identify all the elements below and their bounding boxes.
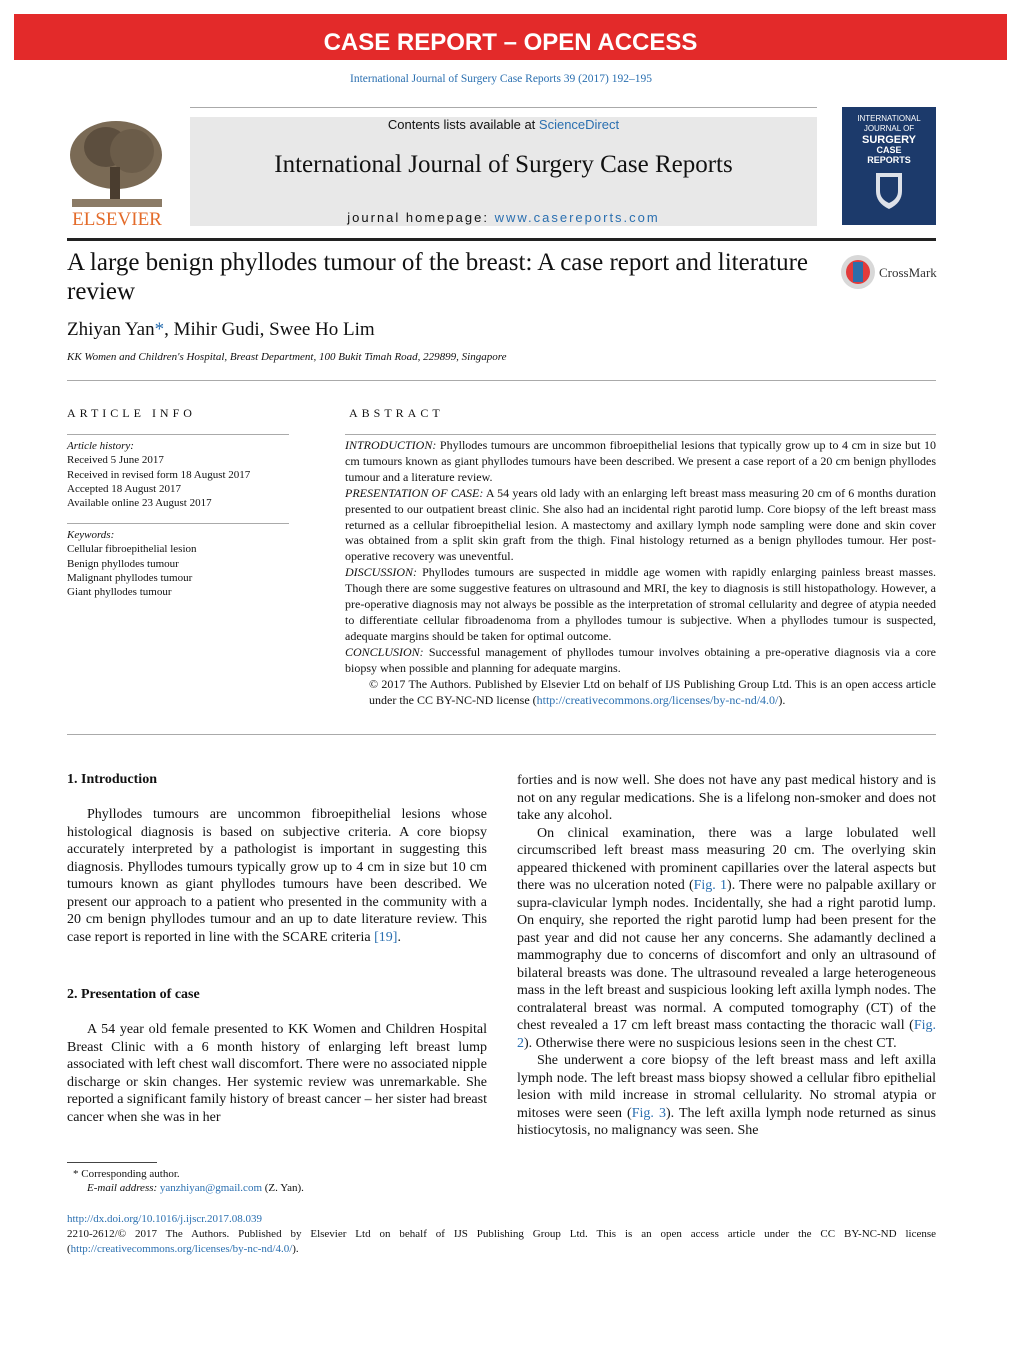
- abstract-text: A 54 years old lady with an enlarging left breast mass measuring 20 cm of 6 months duration presented to our outpatient breast clinic. She also had an incidental right parotid lump. Core biopsy of the left breast mass returned as a cellular fibroepithelial lesion. A mastectomy and axillary lymph node sampling were done and skin cover was obtained from a split skin graft from the thigh. Final histology returned as a benign phyllodes tumour. Her post-operative recovery was uneventful.: [345, 485, 936, 564]
- email-link[interactable]: yanzhiyan@gmail.com: [159, 1182, 262, 1194]
- contents-line: [190, 117, 817, 132]
- abstract-label: CONCLUSION:: [345, 644, 424, 659]
- crossmark-icon: [840, 254, 940, 292]
- article-title: A large benign phyllodes tumour of the breast: A case report and literature review: [67, 249, 808, 305]
- abstract-body: [345, 438, 936, 708]
- history-item: Available online 23 August 2017: [67, 497, 212, 510]
- history-item: Accepted 18 August 2017: [67, 482, 181, 495]
- paragraph-end: .: [397, 929, 401, 945]
- cover-line-2: JOURNAL OF: [863, 124, 915, 133]
- keyword: Giant phyllodes tumour: [67, 586, 172, 599]
- abstract-presentation: [345, 486, 936, 566]
- paragraph: A 54 year old female presented to KK Women and Children Hospital Breast Clinic with a 6 month history of enlarging left breast lump associated with left chest wall discomfort. There were no associated nipple discharge or skin changes. Her systemic review was unremarkable. She reported a significant family history of breast cancer – her sister had breast cancer when she was in her: [67, 1022, 487, 1125]
- contents-prefix: Contents lists available at: [387, 117, 539, 132]
- crossmark-label: CrossMark: [879, 265, 937, 280]
- crossmark-badge[interactable]: [840, 254, 940, 292]
- publisher-wordmark: ELSEVIER: [72, 209, 162, 229]
- paragraph-text: ). Otherwise there were no suspicious lesions seen in the chest CT.: [524, 1035, 897, 1051]
- presentation-text: [67, 1021, 487, 1126]
- figure-1-link[interactable]: Fig. 1: [693, 878, 728, 893]
- introduction-text: [67, 806, 487, 946]
- coauthor-names: , Mihir Gudi, Swee Ho Lim: [164, 319, 375, 340]
- article-info-heading: ARTICLE INFO: [67, 406, 196, 420]
- journal-homepage: [190, 210, 817, 225]
- cover-line-1: INTERNATIONAL: [857, 114, 921, 123]
- keywords-label: Keywords:: [67, 529, 115, 541]
- info-rule: [67, 434, 289, 435]
- footnote-rule: [67, 1162, 157, 1163]
- paragraph: forties and is now well. She does not have any past medical history and is not on any regular medications. She is a lifelong non-smoker and does not take any alcohol.: [517, 773, 936, 823]
- abstract-rule: [345, 434, 936, 435]
- presentation-text-continued: [517, 772, 936, 1140]
- sciencedirect-link[interactable]: ScienceDirect: [538, 117, 620, 132]
- footnote-mark: *: [73, 1168, 79, 1180]
- abstract-copyright: [345, 677, 936, 709]
- email-suffix: (Z. Yan).: [262, 1182, 304, 1194]
- email-label: E-mail address:: [87, 1182, 158, 1194]
- homepage-prefix: journal homepage:: [347, 210, 495, 225]
- cover-line-4: CASE: [876, 145, 902, 155]
- paragraph-text: On clinical examination, there was a large lobulated well circumscribed left breast mass measuring 20 cm. The overlying skin appeared thickened with prominent capillaries over the lateral aspects but there was no ulceration noted (: [517, 825, 936, 893]
- figure-3-link[interactable]: Fig. 3: [631, 1105, 666, 1121]
- footer-close: ).: [292, 1243, 299, 1255]
- paragraph: [67, 806, 487, 946]
- cover-line-5: REPORTS: [867, 155, 911, 165]
- keyword: Cellular fibroepithelial lesion: [67, 543, 197, 556]
- paragraph-text: She underwent a core biopsy of the left breast mass and left axilla lymph node. The left breast mass biopsy showed a cellular fibro epithelial lesion with mild increase in stromal cellularity. No stromal atypia or mitoses were seen (: [517, 1053, 936, 1121]
- header-rule: [190, 107, 817, 108]
- footer: [67, 1212, 936, 1257]
- author-list: [67, 319, 375, 341]
- abstract-heading: ABSTRACT: [349, 406, 444, 420]
- section-heading-introduction: 1. Introduction: [67, 772, 157, 787]
- elsevier-tree-icon: [66, 117, 168, 229]
- corresponding-author-mark[interactable]: *: [154, 319, 165, 340]
- reference-link[interactable]: [19]: [374, 929, 398, 945]
- history-item: Received 5 June 2017: [67, 454, 164, 467]
- affiliation: KK Women and Children's Hospital, Breast Department, 100 Bukit Timah Road, 229899, Singapore: [67, 351, 507, 363]
- journal-title: International Journal of Surgery Case Reports: [274, 151, 733, 178]
- journal-cover-icon: [842, 107, 936, 225]
- paragraph-text: Phyllodes tumours are uncommon fibroepithelial lesions whose histological diagnosis is based on subjective criteria. A core biopsy accurately interpreted by a pathologist is important in suggesting this diagnosis. Phyllodes tumours typically grow up to 4 cm in size but 10 cm tumours known as giant phyllodes tumours have been described. We present our approach to a patient who presented in the community with a 20 cm benign phyllodes tumour and an up to date literature review. This case report is reported in line with the SCARE criteria: [67, 807, 487, 945]
- history-item: Received in revised form 18 August 2017: [67, 468, 251, 481]
- journal-citation-link[interactable]: International Journal of Surgery Case Reports 39 (2017) 192–195: [350, 73, 652, 85]
- paragraph: [517, 1052, 936, 1140]
- license-link[interactable]: http://creativecommons.org/licenses/by-nc-nd/4.0/: [536, 692, 779, 707]
- abstract-introduction: [345, 438, 936, 486]
- keywords: [67, 528, 289, 599]
- section-heading-presentation: 2. Presentation of case: [67, 987, 200, 1002]
- abstract-discussion: [345, 565, 936, 645]
- copyright-text: © 2017 The Authors. Published by Elsevier Ltd on behalf of IJS Publishing Group Ltd. This is an open access article under the CC BY-NC-ND license (: [369, 676, 936, 707]
- meta-divider: [67, 380, 936, 381]
- footer-license-link[interactable]: http://creativecommons.org/licenses/by-nc-nd/4.0/: [70, 1243, 293, 1255]
- abstract-divider: [67, 734, 936, 735]
- elsevier-logo: [66, 117, 168, 229]
- abstract-label: DISCUSSION:: [345, 565, 417, 580]
- footnote-text: Corresponding author.: [78, 1168, 180, 1180]
- abstract-text: Phyllodes tumours are uncommon fibroepithelial lesions that typically grow up to 4 cm in size but 10 cm tumours known as giant phyllodes tumours have been described. We present a case report of a 20 cm benign phyllodes tumour and a literature review.: [345, 438, 936, 484]
- header-divider: [67, 238, 936, 241]
- author-name: Zhiyan Yan: [67, 319, 155, 340]
- open-access-banner: CASE REPORT – OPEN ACCESS: [14, 14, 1007, 60]
- abstract-text: Phyllodes tumours are suspected in middle age women with rapidly enlarging painless breast masses. Though there are some suggestive features on ultrasound and MRI, the key to diagnosis is still histopathology. However, a pre-operative diagnosis may not always be possible as the interpretation of stromal cellularity and degree of atypia needed to differentiate cellular fibroadenoma from a phyllodes tumour is subjective. When a phyllodes tumour is suspected, adequate margins should be taken for optimal outcome.: [345, 565, 936, 643]
- doi-link[interactable]: http://dx.doi.org/10.1016/j.ijscr.2017.08.039: [67, 1213, 263, 1225]
- paragraph-text: ). There were no palpable axillary or supra-clavicular lymph nodes. Incidentally, she had a right parotid lump. On enquiry, she reported the right parotid lump had been present for the past year and did not cause her any concerns. She adamantly declined a mammography due to concerns of discomfort and only an ultrasound of bilateral breasts was done. The ultrasound revealed a large heterogeneous mass in the left breast and suspicious looking left axilla lymph nodes. The contralateral breast was normal. A computed tomography (CT) of the chest revealed a 17 cm left breast mass contacting the thoracic wall (: [517, 878, 936, 1033]
- keyword: Benign phyllodes tumour: [67, 557, 179, 570]
- paragraph-text: ). The left axilla lymph node returned as sinus histiocytosis, no malignancy was seen. She: [517, 1105, 936, 1138]
- keyword: Malignant phyllodes tumour: [67, 571, 193, 584]
- article-history: [67, 439, 289, 510]
- issn-text: 2210-2612/© 2017 The Authors. Published by Elsevier Ltd on behalf of IJS Publishing Group Ltd. This is an open access article under the CC BY-NC-ND license (: [67, 1228, 936, 1255]
- keywords-rule: [67, 523, 289, 524]
- copyright-close: ).: [778, 692, 786, 707]
- abstract-conclusion: [345, 645, 936, 677]
- abstract-label: INTRODUCTION:: [345, 438, 437, 452]
- journal-cover-image: [842, 107, 936, 225]
- abstract-label: PRESENTATION OF CASE:: [345, 485, 484, 500]
- abstract-text: Successful management of phyllodes tumour involves obtaining a pre-operative diagnosis via a core biopsy when possible and planning for adequate margins.: [345, 644, 936, 675]
- cover-line-3: SURGERY: [862, 134, 916, 146]
- history-label: Article history:: [67, 440, 134, 452]
- figure-2-link[interactable]: Fig. 2: [517, 1018, 936, 1051]
- homepage-link[interactable]: www.casereports.com: [494, 210, 660, 225]
- paragraph: [517, 825, 936, 1053]
- corresponding-author-footnote: [67, 1167, 487, 1195]
